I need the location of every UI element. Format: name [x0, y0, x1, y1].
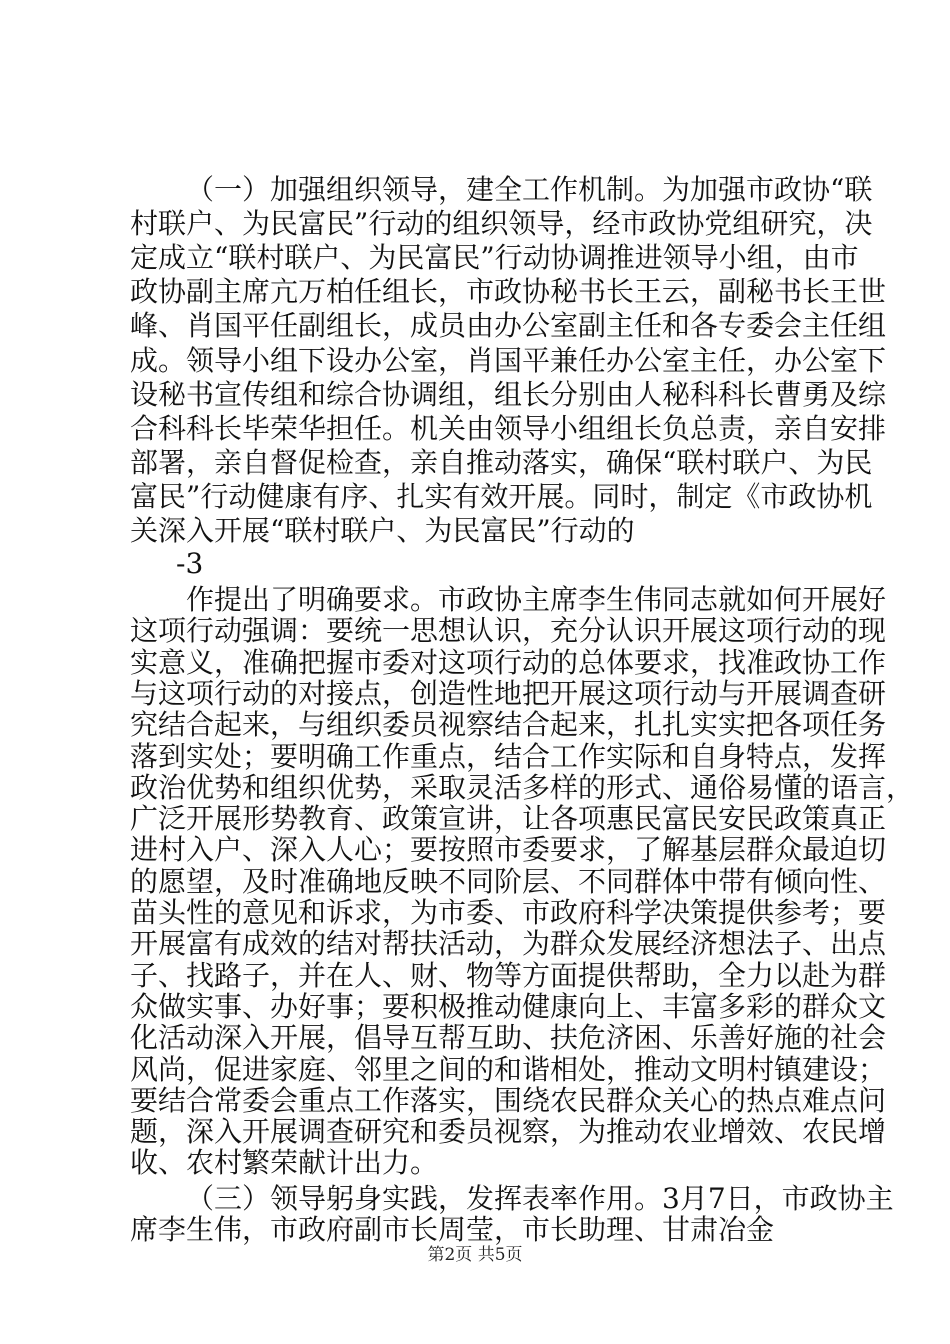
- paragraph-2-line-9: 进村入户、深入人心；要按照市委要求，了解基层群众最迫切: [130, 833, 887, 867]
- paragraph-3-line-1: （三）领导躬身实践，发挥表率作用。3月7日，市政协主: [186, 1181, 894, 1215]
- paragraph-2-line-12: 开展富有成效的结对帮扶活动，为群众发展经济想法子、出点: [130, 927, 887, 961]
- paragraph-1-line-1: （一）加强组织领导，建全工作机制。为加强市政协“联: [186, 173, 873, 206]
- paragraph-2-line-2: 这项行动强调：要统一思想认识，充分认识开展这项行动的现: [130, 614, 887, 648]
- paragraph-2-line-1: 作提出了明确要求。市政协主席李生伟同志就如何开展好: [186, 583, 887, 616]
- paragraph-2-line-15: 化活动深入开展，倡导互帮互助、扶危济困、乐善好施的社会: [130, 1021, 887, 1055]
- paragraph-2-line-10: 的愿望，及时准确地反映不同阶层、不同群体中带有倾向性、: [130, 864, 887, 898]
- paragraph-2-line-11: 苗头性的意见和诉求，为市委、市政府科学决策提供参考；要: [130, 896, 887, 929]
- paragraph-1-line-5: 峰、肖国平任副组长，成员由办公室副主任和各专委会主任组: [130, 309, 887, 343]
- paragraph-2-line-17: 要结合常委会重点工作落实，围绕农民群众关心的热点难点问: [130, 1083, 887, 1117]
- paragraph-1-line-2: 村联户、为民富民”行动的组织领导，经市政协党组研究，决: [130, 207, 873, 241]
- paragraph-3-line-2: 席李生伟，市政府副市长周莹，市长助理、甘肃冶金: [130, 1213, 775, 1246]
- paragraph-2-line-19: 收、农村繁荣献计出力。: [130, 1146, 439, 1180]
- paragraph-2-line-14: 众做实事、办好事；要积极推动健康向上、丰富多彩的群众文: [130, 989, 887, 1023]
- paragraph-2-line-4: 与这项行动的对接点，创造性地把开展这项行动与开展调查研: [130, 676, 887, 710]
- paragraph-2-line-16: 风尚，促进家庭、邻里之间的和谐相处，推动文明村镇建设；: [130, 1052, 887, 1086]
- paragraph-2-line-6: 落到实处；要明确工作重点，结合工作实际和自身特点，发挥: [130, 739, 887, 773]
- page-number-footer: 第2页 共5页: [427, 1245, 523, 1265]
- paragraph-1-line-10: 富民”行动健康有序、扎实有效开展。同时，制定《市政协机: [130, 479, 873, 513]
- paragraph-1-line-9: 部署，亲自督促检查，亲自推动落实，确保“联村联户、为民: [130, 445, 873, 479]
- paragraph-1-line-6: 成。领导小组下设办公室，肖国平兼任办公室主任，办公室下: [130, 343, 887, 377]
- paragraph-2-line-7: 政治优势和组织优势，采取灵活多样的形式、通俗易懂的语言，: [130, 770, 915, 804]
- paragraph-2-line-3: 实意义，准确把握市委对这项行动的总体要求，找准政协工作: [130, 645, 887, 679]
- paragraph-1-line-4: 政协副主席亢万柏任组长，市政协秘书长王云，副秘书长王世: [130, 275, 887, 309]
- paragraph-2-line-13: 子、找路子，并在人、财、物等方面提供帮助，全力以赴为群: [130, 958, 887, 992]
- paragraph-1-line-3: 定成立“联村联户、为民富民”行动协调推进领导小组，由市: [130, 241, 859, 275]
- paragraph-1-line-11: 关深入开展“联村联户、为民富民”行动的: [130, 514, 635, 547]
- paragraph-1-line-8: 合科科长毕荣华担任。机关由领导小组组长负总责，亲自安排: [130, 411, 887, 445]
- paragraph-2-line-8: 广泛开展形势教育、政策宣讲，让各项惠民富民安民政策真正: [130, 802, 887, 836]
- page-fragment-marker: -3: [176, 547, 204, 580]
- paragraph-1-line-7: 设秘书宣传组和综合协调组，组长分别由人秘科科长曹勇及综: [130, 377, 887, 411]
- paragraph-2-line-18: 题，深入开展调查研究和委员视察，为推动农业增效、农民增: [130, 1115, 887, 1149]
- paragraph-2-line-5: 究结合起来，与组织委员视察结合起来，扎扎实实把各项任务: [130, 708, 887, 742]
